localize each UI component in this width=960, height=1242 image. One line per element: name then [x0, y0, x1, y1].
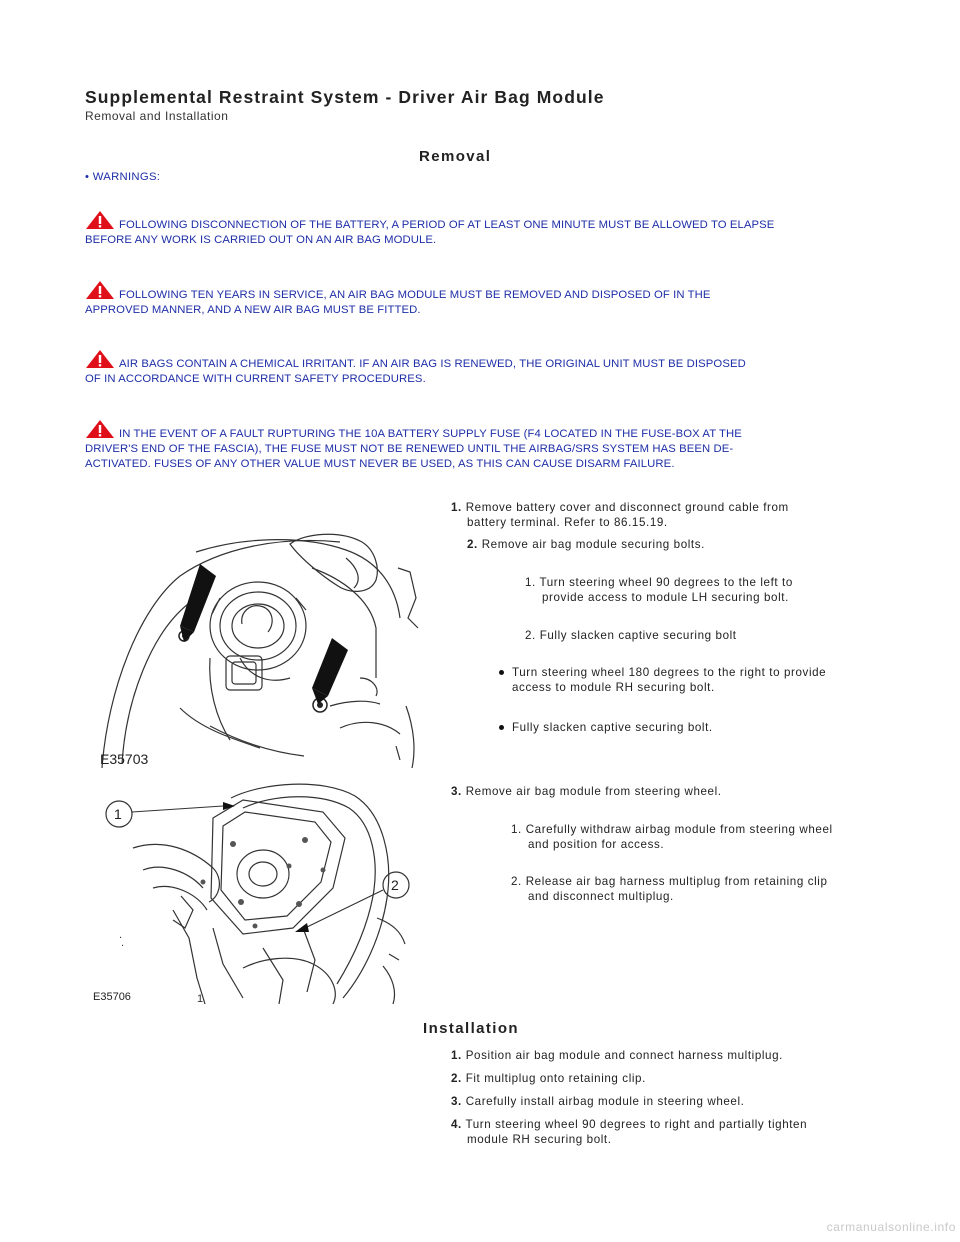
svg-text:.: .: [119, 929, 123, 941]
figure-id-label: E35706: [93, 991, 131, 1003]
removal-step-3-sub-2: 2. Release air bag harness multiplug from retaining clip and disconnect multiplug.: [511, 875, 828, 903]
warning-1-line-2: BEFORE ANY WORK IS CARRIED OUT ON AN AIR BAG MODULE.: [85, 234, 437, 246]
svg-text:1: 1: [197, 993, 204, 1005]
figure-id-label: E35703: [100, 751, 149, 767]
bullet-dot: [499, 725, 504, 730]
warnings-label: • WARNINGS:: [85, 171, 161, 183]
installation-step-4: 4. Turn steering wheel 90 degrees to right and partially tighten module RH securing bolt.: [451, 1118, 808, 1146]
removal-step-2-sub-2: 2. Fully slacken captive securing bolt: [525, 629, 737, 642]
page-subtitle: Removal and Installation: [85, 109, 229, 123]
svg-text:.: .: [121, 937, 125, 949]
warning-4-line-1: IN THE EVENT OF A FAULT RUPTURING THE 10A BATTERY SUPPLY FUSE (F4 LOCATED IN THE FUSE-BOX AT THE: [85, 419, 875, 442]
removal-step-2: 2. Remove air bag module securing bolts.: [467, 538, 705, 551]
warning-4: [85, 419, 875, 472]
bullet-dot: [499, 670, 504, 675]
removal-step-1: 1. Remove battery cover and disconnect ground cable from battery terminal. Refer to 86.15.19.: [451, 501, 789, 529]
warning-1: [85, 210, 875, 248]
removal-step-2-sub-1: 1. Turn steering wheel 90 degrees to the left to provide access to module LH securing bolt.: [525, 576, 793, 604]
warning-2-line-2: APPROVED MANNER, AND A NEW AIR BAG MUST BE FITTED.: [85, 304, 421, 316]
warning-2-line-1: FOLLOWING TEN YEARS IN SERVICE, AN AIR BAG MODULE MUST BE REMOVED AND DISPOSED OF IN THE: [85, 280, 875, 303]
removal-step-3-sub-1: 1. Carefully withdraw airbag module from steering wheel and position for access.: [511, 823, 833, 851]
warning-4-line-2: DRIVER'S END OF THE FASCIA), THE FUSE MUST NOT BE RENEWED UNTIL THE AIRBAG/SRS SYSTEM HAS BEEN DE-: [85, 443, 734, 455]
installation-step-3: 3. Carefully install airbag module in steering wheel.: [451, 1095, 745, 1108]
removal-heading: Removal: [419, 148, 492, 165]
warning-1-line-1: FOLLOWING DISCONNECTION OF THE BATTERY, A PERIOD OF AT LEAST ONE MINUTE MUST BE ALLOWED TO ELAPSE: [85, 210, 875, 233]
warning-triangle-icon: [85, 349, 115, 369]
removal-step-2-bullet-2: Fully slacken captive securing bolt.: [512, 721, 713, 734]
warning-3-line-1: AIR BAGS CONTAIN A CHEMICAL IRRITANT. IF AN AIR BAG IS RENEWED, THE ORIGINAL UNIT MUST BE DISPOSED: [85, 349, 875, 372]
watermark: carmanualsonline.info: [826, 1220, 956, 1234]
arrow-icon: [312, 638, 348, 696]
callout-2-label: 2: [391, 877, 399, 893]
warning-2: [85, 280, 875, 318]
warning-4-line-3: ACTIVATED. FUSES OF ANY OTHER VALUE MUST NEVER BE USED, AS THIS CAN CAUSE DISARM FAILURE.: [85, 458, 675, 470]
installation-step-2: 2. Fit multiplug onto retaining clip.: [451, 1072, 646, 1085]
warning-3: [85, 349, 875, 387]
figure-e35703: [100, 528, 422, 770]
warning-triangle-icon: [85, 210, 115, 230]
callout-1-label: 1: [114, 806, 122, 822]
warning-triangle-icon: [85, 419, 115, 439]
removal-step-3: 3. Remove air bag module from steering wheel.: [451, 785, 722, 798]
page-title: Supplemental Restraint System - Driver Air Bag Module: [85, 87, 605, 107]
figure-e35706: [93, 778, 413, 1006]
removal-step-2-bullet-1: Turn steering wheel 180 degrees to the right to provide access to module RH securing bolt.: [512, 666, 827, 694]
warning-triangle-icon: [85, 280, 115, 300]
installation-step-1: 1. Position air bag module and connect harness multiplug.: [451, 1049, 783, 1062]
warning-3-line-2: OF IN ACCORDANCE WITH CURRENT SAFETY PROCEDURES.: [85, 373, 426, 385]
installation-heading: Installation: [423, 1020, 519, 1037]
